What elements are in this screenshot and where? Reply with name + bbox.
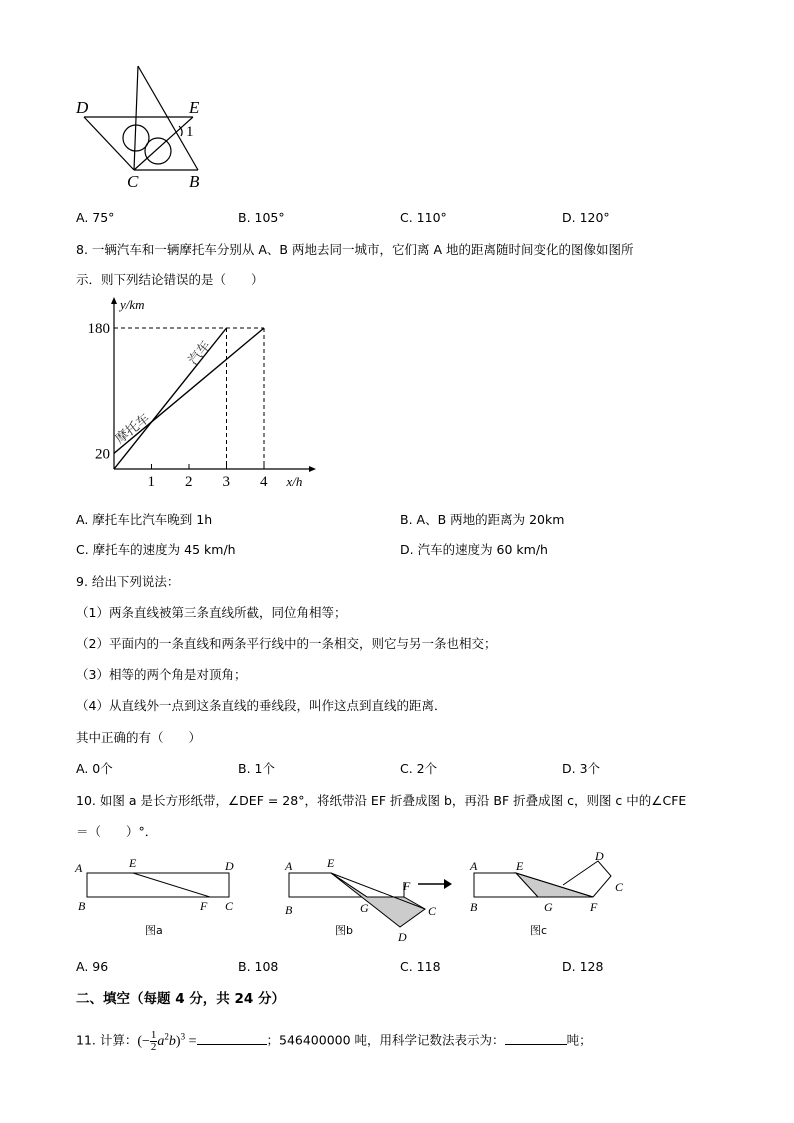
q10-stem-line2: ＝（ ）°． [76, 824, 158, 839]
q10-option-b[interactable]: B. 108 [238, 959, 279, 974]
arrow-right-icon [418, 877, 452, 891]
q7-label-D: D [76, 98, 89, 117]
svg-text:F: F [590, 900, 598, 914]
svg-text:D: D [398, 930, 407, 944]
q11-blank-1[interactable] [197, 1030, 267, 1045]
q10-caption-c: 图c [530, 924, 548, 937]
q8-stem-line1: 8. 一辆汽车和一辆摩托车分别从 A、B 两地去同一城市，它们离 A 地的距离随时间变化的图像如图所 [76, 242, 634, 257]
svg-text:E: E [327, 856, 335, 870]
q11-mid: ；546400000 吨，用科学记数法表示为： [266, 1032, 505, 1048]
x-tick-label: 3 [222, 474, 230, 490]
section-heading: 二、填空（每题 4 分，共 24 分） [76, 991, 285, 1007]
svg-text:G: G [360, 901, 369, 915]
series-label-motorcycle: 摩托车 [112, 410, 153, 447]
q11-suffix: 吨； [566, 1032, 592, 1048]
svg-text:B: B [78, 899, 86, 913]
y-tick-label: 180 [87, 321, 110, 337]
q8-option-a[interactable]: A. 摩托车比汽车晚到 1h [76, 512, 213, 527]
x-axis-arrow [309, 466, 316, 472]
q7-label-E: E [189, 98, 200, 117]
svg-text:B: B [470, 900, 478, 914]
svg-text:E: E [129, 856, 137, 870]
q10-option-a[interactable]: A. 96 [76, 959, 109, 974]
q9-item-2: （2）平面内的一条直线和两条平行线中的一条相交，则它与另一条也相交； [76, 636, 497, 651]
y-axis-label: y/km [120, 297, 145, 312]
q10-caption-b: 图b [335, 924, 353, 937]
q8-stem-line2: 示．则下列结论错误的是（ ） [76, 272, 264, 287]
svg-text:A: A [75, 861, 83, 875]
q7-option-b[interactable]: B. 105° [238, 210, 285, 225]
svg-text:F: F [200, 899, 208, 913]
q10-option-d[interactable]: D. 128 [562, 959, 604, 974]
q10-option-c[interactable]: C. 118 [400, 959, 441, 974]
q10-figure-b [275, 852, 455, 944]
x-tick-label: 2 [185, 474, 193, 490]
q11-prefix: 11. 计算： [76, 1032, 138, 1048]
q9-option-d[interactable]: D. 3个 [562, 761, 601, 776]
q7-option-c[interactable]: C. 110° [400, 210, 447, 225]
q8-chart [80, 290, 320, 495]
svg-text:C: C [428, 904, 437, 918]
q7-label-B: B [189, 172, 200, 191]
q7-label-C: C [127, 172, 139, 191]
svg-text:A: A [285, 859, 293, 873]
svg-text:F: F [403, 879, 411, 893]
q9-option-c[interactable]: C. 2个 [400, 761, 438, 776]
q11-blank-2[interactable] [505, 1030, 567, 1045]
q7-label-1: 1 [186, 124, 194, 140]
q8-option-b[interactable]: B. A、B 两地的距离为 20km [400, 512, 565, 527]
svg-text:A: A [470, 859, 478, 873]
q8-option-c[interactable]: C. 摩托车的速度为 45 km/h [76, 542, 236, 557]
x-axis-label: x/h [286, 474, 303, 489]
x-tick-label: 1 [147, 474, 155, 490]
q10-caption-a: 图a [145, 924, 163, 937]
q9-ask: 其中正确的有（ ） [76, 730, 202, 745]
q11-expression: (− $\frac{1}{2}$ $a^2b)^3$ = [137, 1028, 197, 1053]
q10-figure-c [460, 848, 635, 918]
q7-option-a[interactable]: A. 75° [76, 210, 115, 225]
svg-text:D: D [225, 859, 234, 873]
y-tick-label: 20 [95, 446, 110, 463]
svg-text:C: C [615, 880, 624, 894]
q8-option-d[interactable]: D. 汽车的速度为 60 km/h [400, 542, 548, 557]
q9-option-a[interactable]: A. 0个 [76, 761, 113, 776]
q9-stem: 9. 给出下列说法： [76, 574, 180, 589]
svg-text:E: E [516, 859, 524, 873]
q7-option-d[interactable]: D. 120° [562, 210, 610, 225]
svg-text:B: B [285, 903, 293, 917]
q10-stem-line1: 10. 如图 a 是长方形纸带，∠DEF = 28°，将纸带沿 EF 折叠成图 b，再沿 BF 折叠成图 c，则图 c 中的∠CFE [76, 793, 687, 808]
q9-item-1: （1）两条直线被第三条直线所截，同位角相等； [76, 605, 347, 620]
q9-item-4: （4）从直线外一点到这条直线的垂线段，叫作这点到直线的距离． [76, 698, 447, 713]
q10-figure-a [72, 852, 247, 922]
svg-text:C: C [225, 899, 234, 913]
q11-line [76, 1027, 592, 1053]
y-axis-arrow [111, 297, 117, 304]
series-label-car: 汽车 [185, 337, 214, 368]
q9-option-b[interactable]: B. 1个 [238, 761, 275, 776]
svg-text:G: G [544, 900, 553, 914]
svg-text:D: D [595, 849, 604, 863]
q9-item-3: （3）相等的两个角是对顶角； [76, 667, 247, 682]
x-tick-label: 4 [260, 474, 268, 490]
